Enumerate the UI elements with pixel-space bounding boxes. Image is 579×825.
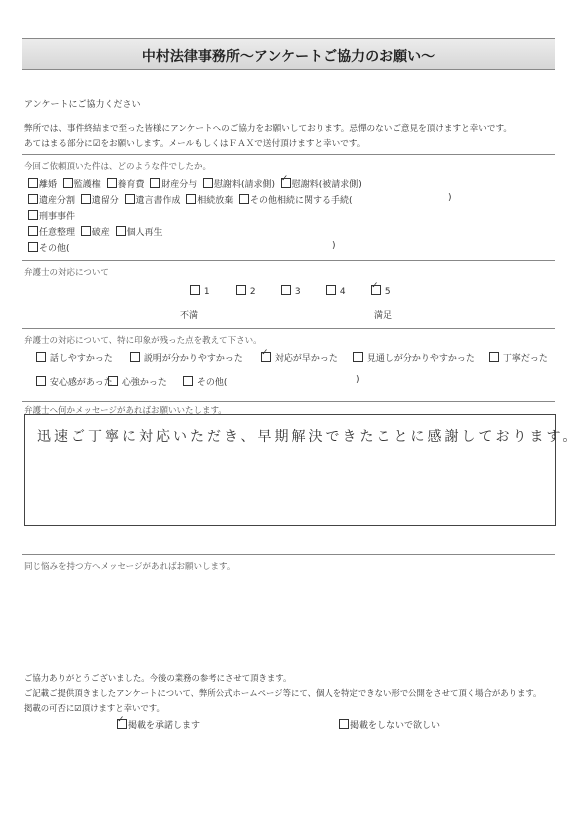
message-box[interactable] — [24, 414, 579, 526]
checkbox-icon — [186, 194, 196, 204]
handwritten-message: 迅速ご丁寧に対応いただき、早期解決できたことに感謝しております。 — [37, 429, 579, 445]
q1-opt-child-support[interactable]: 養育費 — [107, 180, 145, 190]
q1-row4 — [28, 225, 163, 238]
closing-line-2: ご記載ご提供頂きましたアンケートについて、弊所公式ホームページ等にて、個人を特定できない形で公開をさせて頂く場合があります。 — [24, 688, 542, 698]
q1-opt-bankruptcy[interactable]: 破産 — [81, 228, 110, 238]
checkbox-icon — [125, 194, 135, 204]
q1-opt-property[interactable]: 財産分与 — [150, 180, 197, 190]
q1-opt-renounce[interactable]: 相続放棄 — [186, 196, 233, 206]
intro-heading: アンケートにご協力ください — [24, 100, 141, 110]
q3-opt-other[interactable]: その他( — [183, 375, 227, 388]
q1-opt-criminal[interactable]: 刑事事件 — [28, 209, 75, 222]
checkbox-icon — [28, 242, 38, 252]
q3-opt-fast[interactable]: ✓ 対応が早かった — [261, 351, 338, 364]
checkbox-icon — [339, 719, 349, 729]
checkbox-icon — [326, 285, 336, 295]
q2-scale-5[interactable]: ✓ 5 — [371, 285, 391, 297]
q3-opt-encouraging[interactable]: 心強かった — [108, 375, 167, 388]
q3-row2-close: ) — [356, 375, 360, 385]
q2-scale-2[interactable]: 2 — [236, 285, 256, 297]
divider — [22, 260, 555, 261]
checkbox-icon — [63, 178, 73, 188]
divider — [22, 401, 555, 402]
publish-decline-option[interactable]: 掲載をしないで欲しい — [339, 718, 440, 731]
q1-opt-custody[interactable]: 監護権 — [63, 180, 101, 190]
checkbox-icon — [281, 285, 291, 295]
divider — [22, 328, 555, 329]
checkbox-icon — [36, 352, 46, 362]
q1-opt-voluntary[interactable]: 任意整理 — [28, 228, 75, 238]
checkbox-checked-icon — [261, 352, 271, 362]
checkbox-icon — [239, 194, 249, 204]
checkbox-icon — [116, 226, 126, 236]
q2-scale-3[interactable]: 3 — [281, 285, 301, 297]
q2-low-label: 不満 — [180, 311, 199, 321]
q1-opt-consolation-claim[interactable]: 慰謝料(請求側) — [203, 180, 275, 190]
checkbox-checked-icon — [117, 719, 127, 729]
checkbox-checked-icon — [371, 285, 381, 295]
q3-opt-easy-talk[interactable]: 話しやすかった — [36, 351, 113, 364]
q1-opt-other[interactable]: その他( — [28, 241, 70, 254]
q1-opt-rehabilitation[interactable]: 個人再生 — [116, 228, 163, 238]
checkbox-icon — [203, 178, 213, 188]
divider — [22, 154, 555, 155]
q1-row2 — [28, 193, 353, 206]
q3-opt-reassuring[interactable]: 安心感があった — [36, 375, 113, 388]
checkbox-icon — [28, 210, 38, 220]
intro-line-1: 弊所では、事件終結まで至った皆様にアンケートへのご協力をお願いしております。忌憚のないご意見を頂けますと幸いです。 — [24, 124, 512, 134]
publish-consent-option[interactable]: ✓掲載を承諾します — [117, 718, 200, 731]
q2-high-label: 満足 — [374, 311, 393, 321]
q2-label: 弁護士の対応について — [24, 268, 109, 278]
page-title: 中村法律事務所～アンケートご協力のお願い～ — [141, 49, 436, 65]
q3-label: 弁護士の対応について、特に印象が残った点を教えて下さい。 — [24, 336, 262, 346]
checkbox-icon — [489, 352, 499, 362]
q1-opt-will[interactable]: 遺言書作成 — [125, 196, 181, 206]
checkbox-icon — [183, 376, 193, 386]
q2-scale-1[interactable]: 1 — [190, 285, 210, 297]
checkbox-icon — [28, 178, 38, 188]
q1-opt-reserved-share[interactable]: 遺留分 — [81, 196, 119, 206]
q1-opt-estate[interactable]: 遺産分割 — [28, 196, 75, 206]
intro-line-2: あてはまる部分に☑をお願いします。メールもしくはＦＡＸで送付頂けますと幸いです。 — [24, 139, 366, 149]
q2-scale-4[interactable]: 4 — [326, 285, 346, 297]
title-bar — [22, 38, 555, 70]
checkbox-icon — [81, 226, 91, 236]
closing-line-3: 掲載の可否に☑頂けますと幸いです。 — [24, 703, 165, 713]
closing-line-1: ご協力ありがとうございました。今後の業務の参考にさせて頂きます。 — [24, 673, 292, 683]
checkbox-icon — [108, 376, 118, 386]
checkbox-icon — [150, 178, 160, 188]
checkbox-icon — [107, 178, 117, 188]
q1-opt-other-inheritance[interactable]: その他相続に関する手続( — [239, 196, 353, 206]
checkbox-icon — [28, 226, 38, 236]
q1-row5-close: ) — [332, 241, 336, 251]
q4-label: 弁護士へ何かメッセージがあればお願いいたします。 — [24, 406, 227, 416]
checkbox-icon — [28, 194, 38, 204]
q1-row2-close: ) — [448, 193, 452, 203]
checkbox-icon — [81, 194, 91, 204]
q1-opt-consolation-claimed[interactable]: ✓ 慰謝料(被請求側) — [281, 180, 362, 190]
checkbox-icon — [236, 285, 246, 295]
q3-opt-polite[interactable]: 丁寧だった — [489, 351, 548, 364]
checkbox-icon — [353, 352, 363, 362]
q5-label: 同じ悩みを持つ方へメッセージがあればお願いします。 — [24, 562, 236, 572]
q1-label: 今回ご依頼頂いた件は、どのような件でしたか。 — [24, 162, 212, 172]
checkbox-icon — [36, 376, 46, 386]
divider — [22, 554, 555, 555]
checkbox-icon — [190, 285, 200, 295]
q1-row1 — [28, 177, 362, 190]
q1-opt-divorce[interactable]: 離婚 — [28, 180, 57, 190]
q3-opt-clear-explain[interactable]: 説明が分かりやすかった — [130, 351, 243, 364]
checkbox-checked-icon — [281, 178, 291, 188]
q3-opt-clear-outlook[interactable]: 見通しが分かりやすかった — [353, 351, 475, 364]
checkbox-icon — [130, 352, 140, 362]
